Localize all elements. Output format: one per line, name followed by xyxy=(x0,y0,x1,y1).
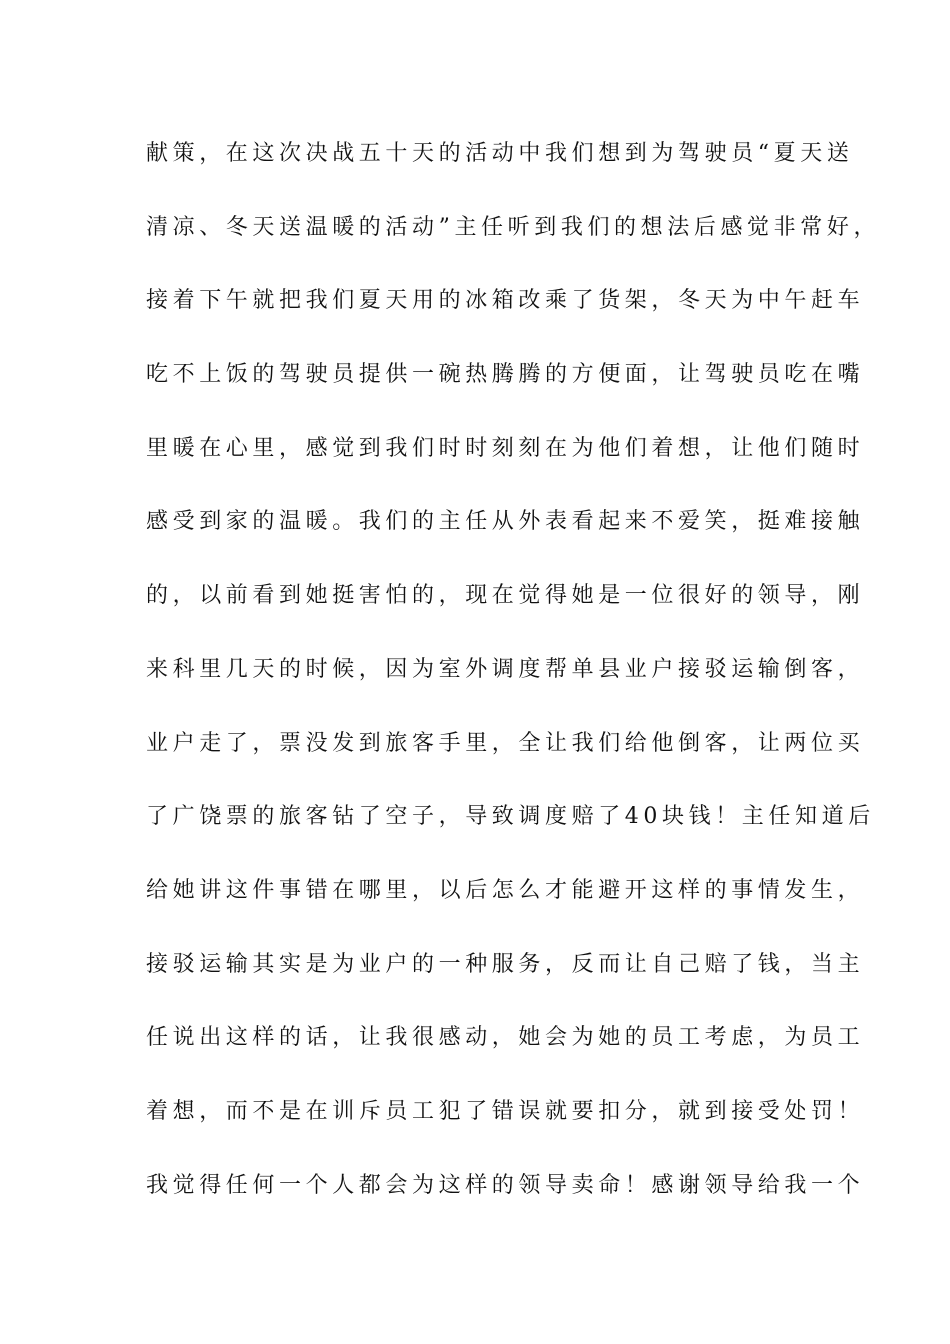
body-text xyxy=(146,134,881,1239)
text-line: 接着下午就把我们夏天用的冰箱改乘了货架，冬天为中午赶车 xyxy=(146,288,865,314)
text-line: 业户走了，票没发到旅客手里，全让我们给他倒客，让两位买 xyxy=(146,730,865,756)
text-line: 吃不上饭的驾驶员提供一碗热腾腾的方便面，让驾驶员吃在嘴 xyxy=(146,362,865,388)
text-line: 接驳运输其实是为业户的一种服务，反而让自己赔了钱，当主 xyxy=(146,951,865,977)
text-line: 了广饶票的旅客钻了空子，导致调度赔了40块钱！主任知道后 xyxy=(146,804,875,830)
text-line: 里暖在心里，感觉到我们时时刻刻在为他们着想，让他们随时 xyxy=(146,435,865,461)
text-line: 清凉、冬天送温暖的活动”主任听到我们的想法后感觉非常好， xyxy=(146,214,881,240)
text-line: 任说出这样的话，让我很感动，她会为她的员工考虑，为员工 xyxy=(146,1025,865,1051)
text-line: 献策，在这次决战五十天的活动中我们想到为驾驶员“夏天送 xyxy=(146,141,854,166)
text-line: 感受到家的温暖。我们的主任从外表看起来不爱笑，挺难接触 xyxy=(146,509,865,535)
text-line: 的，以前看到她挺害怕的，现在觉得她是一位很好的领导，刚 xyxy=(146,583,865,609)
text-line: 着想，而不是在训斥员工犯了错误就要扣分，就到接受处罚！ xyxy=(146,1098,865,1124)
text-line: 我觉得任何一个人都会为这样的领导卖命！感谢领导给我一个 xyxy=(146,1172,865,1198)
text-line: 给她讲这件事错在哪里，以后怎么才能避开这样的事情发生， xyxy=(146,877,865,903)
text-line: 来科里几天的时候，因为室外调度帮单县业户接驳运输倒客， xyxy=(146,656,865,682)
